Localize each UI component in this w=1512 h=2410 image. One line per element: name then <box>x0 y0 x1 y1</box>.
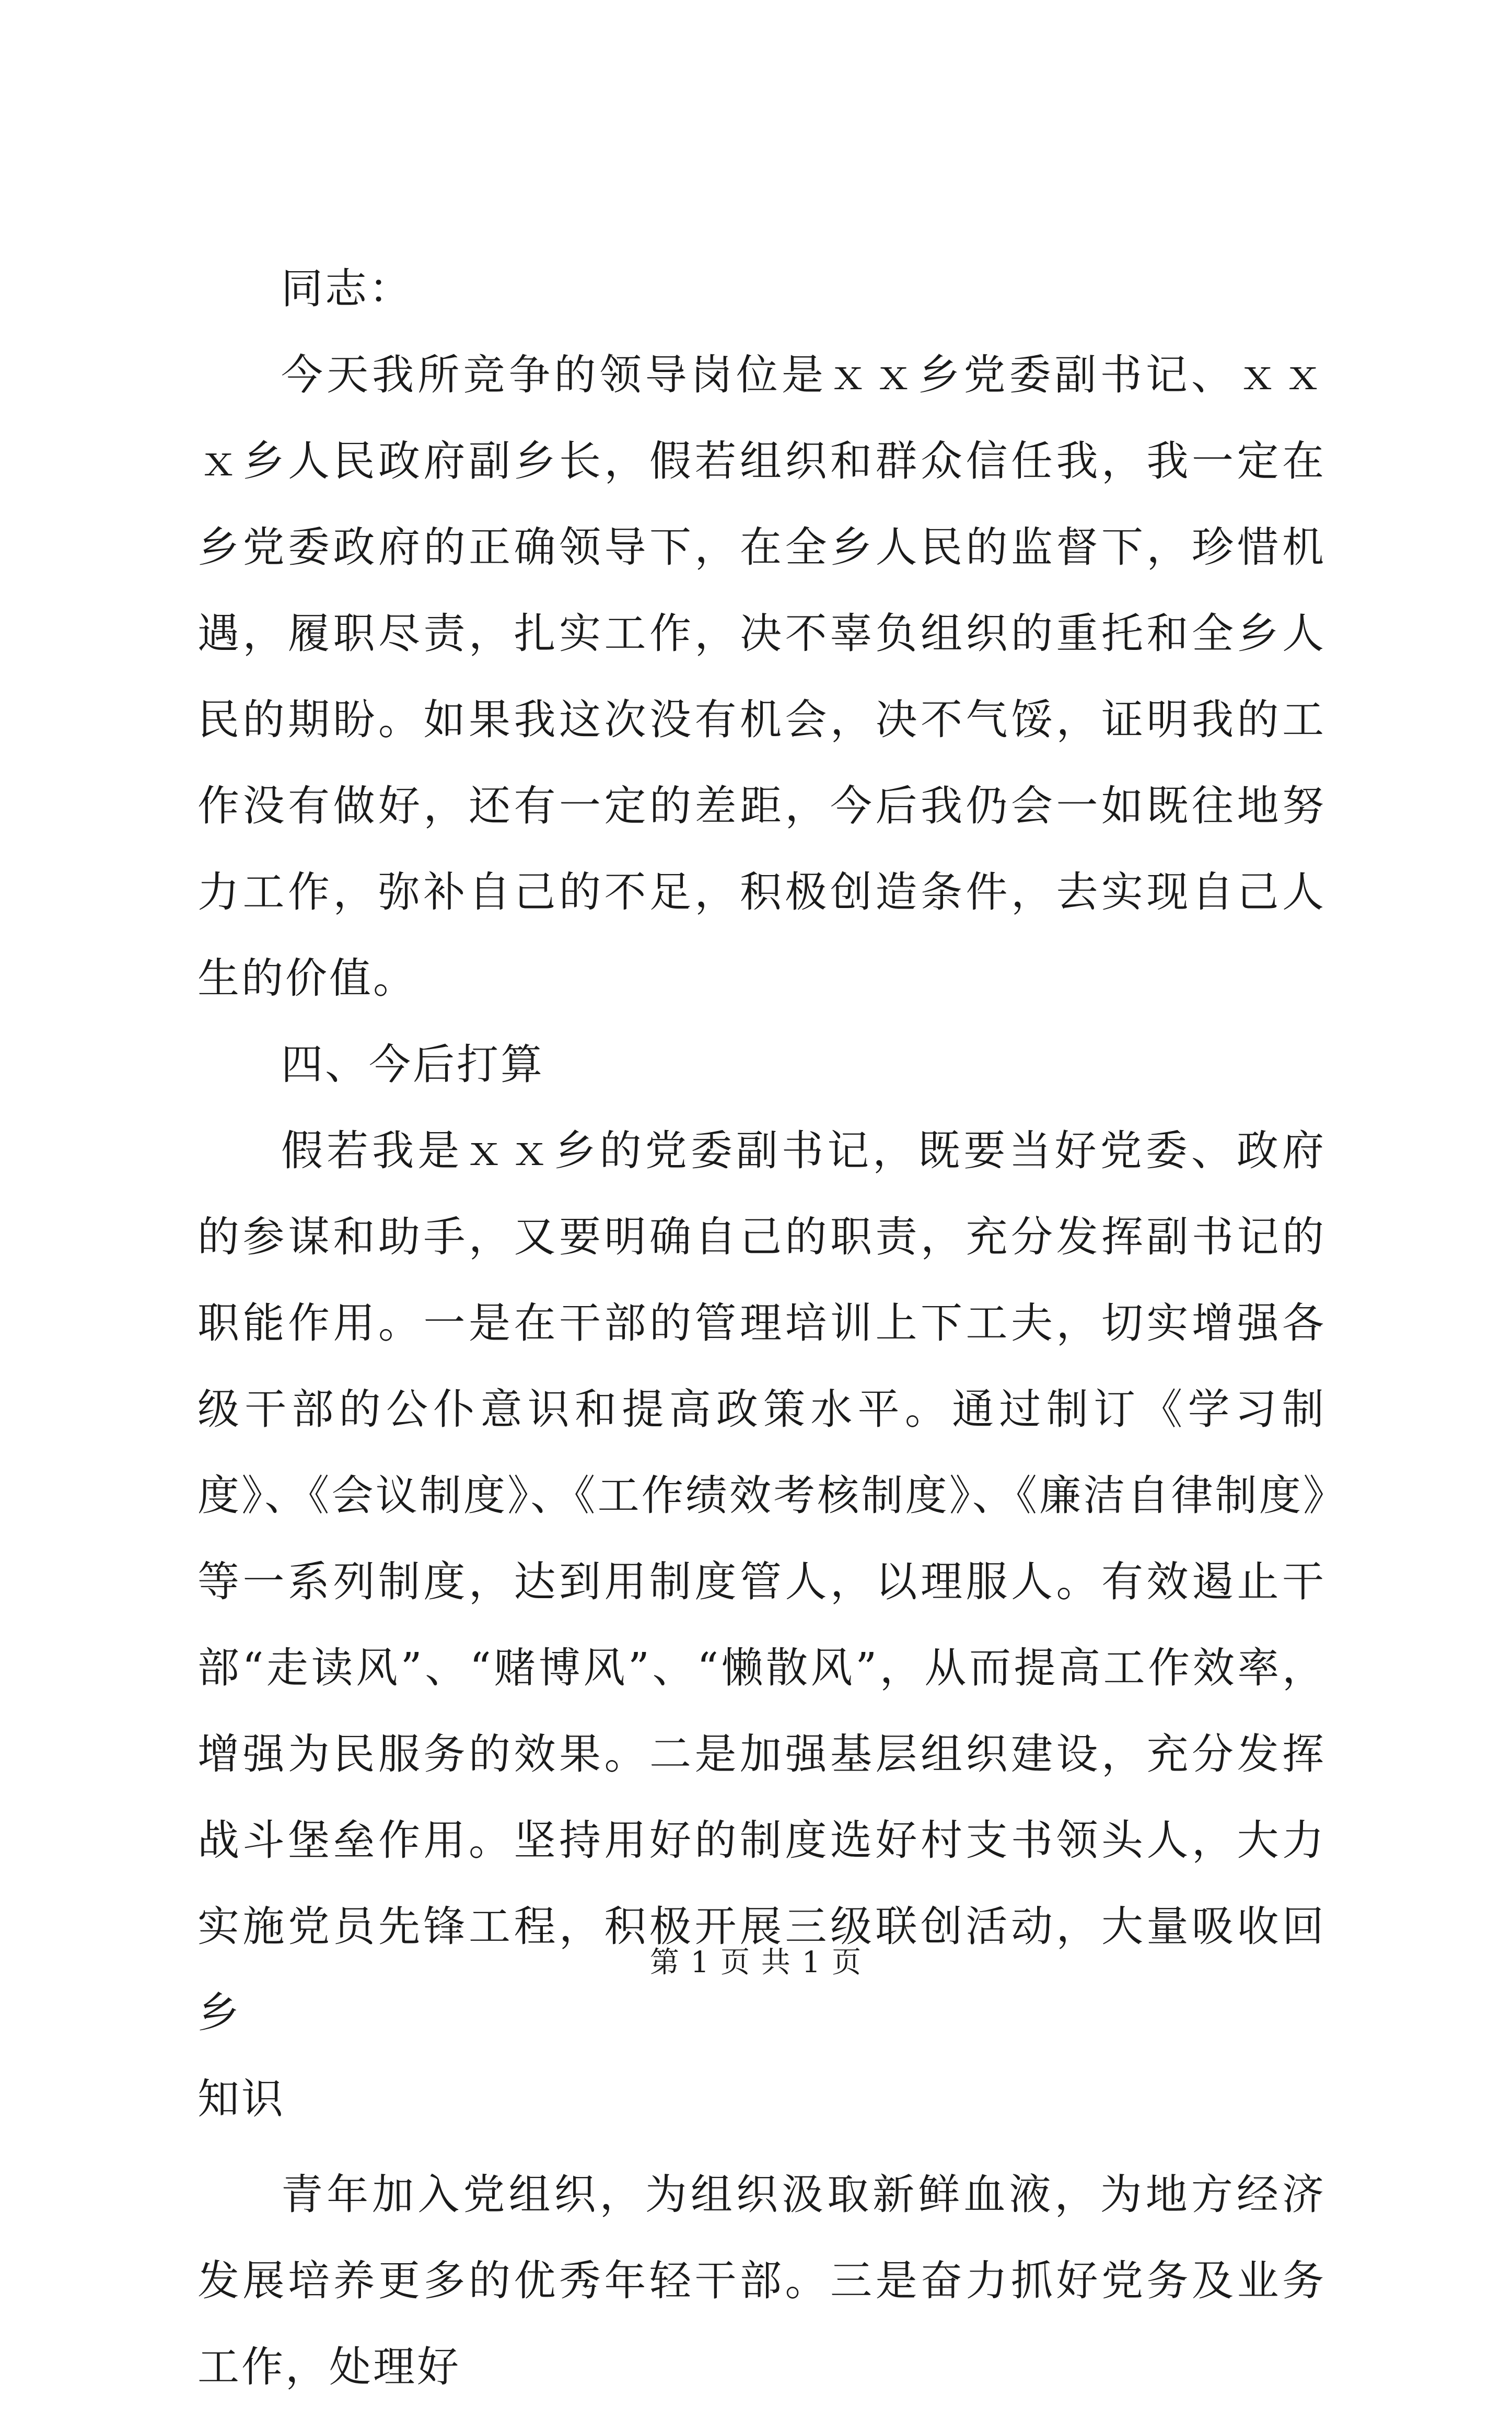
paragraph-continuation: 青年加入党组织，为组织汲取新鲜血液，为地方经济发展培养更多的优秀年轻干部。三是奋力抓好党务及业务工作，处理好 <box>197 2170 1326 2391</box>
page-footer: 第 1 页 共 1 页 <box>649 1946 863 1980</box>
salutation: 同志： <box>281 264 413 313</box>
paragraph-plan: 假若我是ｘｘ乡的党委副书记，既要当好党委、政府的参谋和助手，又要明确自己的职责，充分发挥副书记的职能作用。一是在干部的管理培训上下工夫，切实增强各级干部的公仆意识和提高政策水平。通过制订《学习制度》、《会议制度》、《工作绩效考核制度》、《廉洁自律制度》等一系列制度，达到用制度管人，以理服人。有效遏止干部“走读风”、“赌博风”、“懒散风”，从而提高工作效率，增强为民服务的效果。二是加强基层组织建设，充分发挥战斗堡垒作用。坚持用好的制度选好村支书领头人，大力实施党员先锋工程，积极开展三级联创活动，大量吸收回乡 <box>197 1126 1326 2037</box>
document-body <box>197 246 1326 2410</box>
paragraph-intro: 今天我所竞争的领导岗位是ｘｘ乡党委副书记、ｘｘｘ乡人民政府副乡长，假若组织和群众信任我，我一定在乡党委政府的正确领导下，在全乡人民的监督下，珍惜机遇，履职尽责，扎实工作，决不辜负组织的重托和全乡人民的期盼。如果我这次没有机会，决不气馁，证明我的工作没有做好，还有一定的差距，今后我仍会一如既往地努力工作，弥补自己的不足，积极创造条件，去实现自己人生的价值。 <box>197 351 1326 1003</box>
paragraph-fragment: 知识 <box>197 2075 285 2123</box>
section-heading: 四、今后打算 <box>281 1040 544 1089</box>
